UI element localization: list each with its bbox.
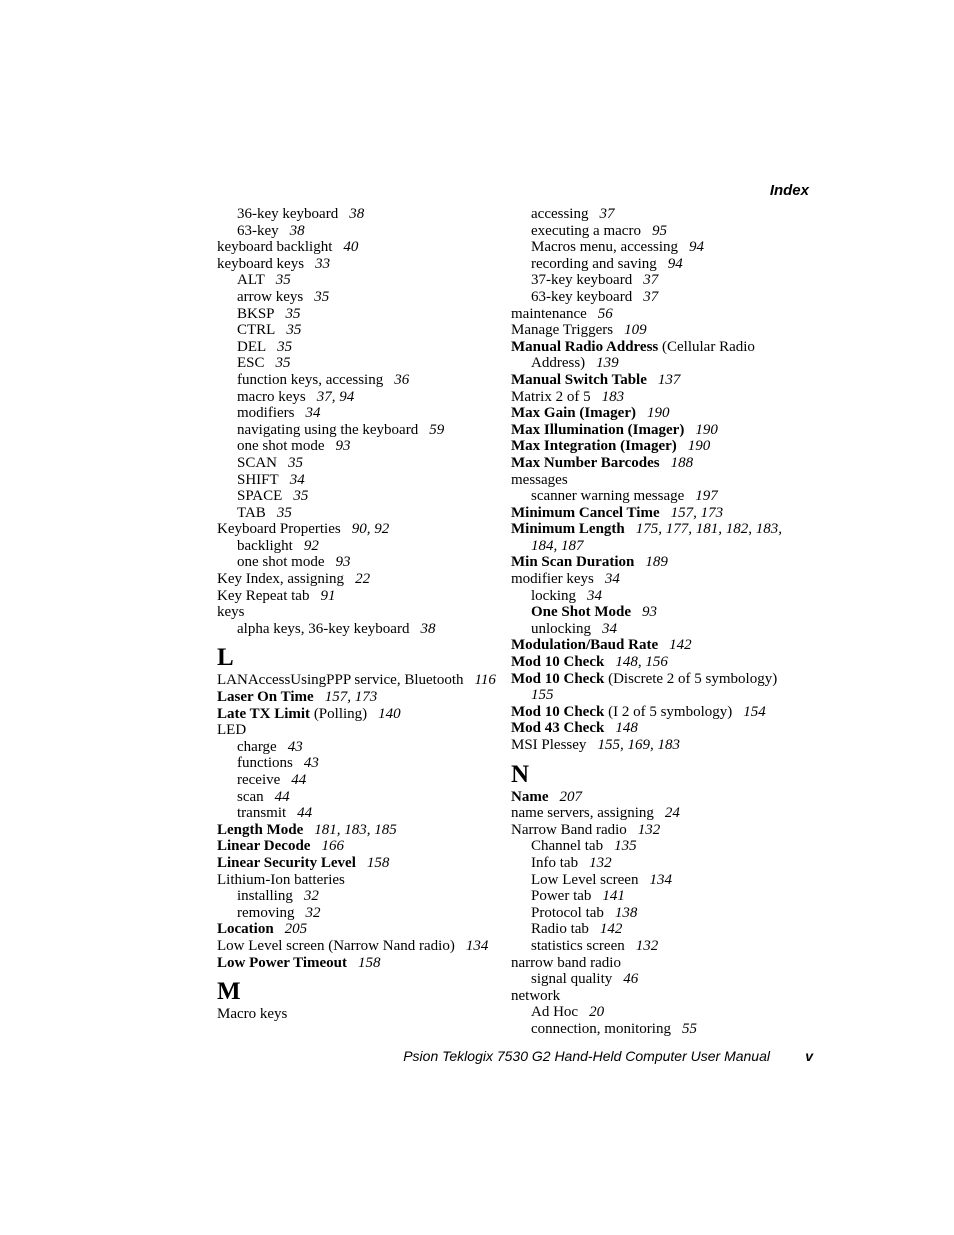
entry-term: Protocol tab — [531, 904, 604, 921]
entry-term: Modulation/Baud Rate — [511, 637, 659, 654]
page-reference: 24 — [664, 805, 680, 822]
index-subentry — [217, 805, 497, 822]
index-entry — [511, 554, 791, 571]
page-reference: 36 — [394, 371, 410, 388]
entry-term: Linear Security Level — [217, 854, 356, 871]
entry-term: one shot mode — [237, 438, 325, 455]
page-reference: 137 — [657, 371, 681, 388]
entry-term: Location — [217, 921, 274, 938]
page-reference: 142 — [599, 921, 623, 938]
page-reference: 190 — [646, 405, 670, 422]
entry-term: Low Level screen (Narrow Nand radio) — [217, 937, 455, 954]
page-reference: 37, 94 — [316, 388, 355, 405]
page-reference: 55 — [681, 1020, 697, 1037]
entry-term: Manual Radio Address — [511, 338, 659, 355]
index-entry — [217, 872, 497, 889]
entry-term: scanner warning message — [531, 488, 685, 505]
entry-term: Ad Hoc — [531, 1004, 579, 1021]
index-entry — [217, 838, 497, 855]
page-reference: 93 — [335, 554, 351, 571]
index-entry — [511, 505, 791, 522]
page-reference: 35 — [275, 355, 291, 372]
entry-term: Channel tab — [531, 838, 604, 855]
entry-term: Keyboard Properties — [217, 521, 341, 538]
entry-term: installing — [237, 888, 293, 905]
index-subentry — [511, 621, 791, 638]
entry-term: Mod 10 Check — [511, 654, 605, 671]
entry-term: receive — [237, 772, 281, 788]
entry-term: connection, monitoring — [531, 1020, 671, 1037]
index-subentry — [511, 971, 791, 988]
entry-term: Power tab — [531, 888, 592, 905]
entry-term: accessing — [531, 206, 589, 222]
index-entry — [511, 438, 791, 455]
entry-term: locking — [531, 587, 576, 604]
index-subentry — [511, 872, 791, 889]
entry-term: Macro keys — [217, 1006, 288, 1023]
page-reference: 90, 92 — [351, 521, 390, 538]
index-entry — [217, 521, 497, 538]
index-subentry — [217, 488, 497, 505]
entry-term: arrow keys — [237, 288, 304, 305]
page-reference: 32 — [305, 904, 321, 921]
index-entry — [511, 720, 791, 737]
page-reference: 135 — [614, 838, 637, 855]
entry-term: ESC — [237, 355, 265, 372]
entry-term: Mod 10 Check — [511, 670, 605, 687]
entry-term: modifiers — [237, 405, 295, 422]
entry-term: Manual Switch Table — [511, 371, 647, 388]
index-entry — [217, 604, 497, 621]
page-reference: 59 — [429, 421, 445, 438]
index-subentry — [217, 272, 497, 289]
index-subentry — [217, 905, 497, 922]
index-subentry — [217, 355, 497, 372]
index-entry — [511, 372, 791, 389]
index-entry — [217, 689, 497, 706]
entry-term: Late TX Limit — [217, 705, 311, 722]
entry-term: (Cellular Radio Address) — [531, 338, 755, 372]
entry-term: Key Repeat tab — [217, 587, 310, 604]
index-entry — [511, 339, 791, 372]
index-subentry — [217, 888, 497, 905]
index-subentry — [217, 405, 497, 422]
index-entry — [511, 405, 791, 422]
entry-term: executing a macro — [531, 222, 641, 239]
index-subentry — [511, 1021, 791, 1038]
page-reference: 175, 177, 181, 182, 183, 184, 187 — [531, 521, 783, 554]
entry-term: LED — [217, 722, 247, 739]
page-reference: 188 — [670, 454, 694, 471]
page-reference: 205 — [284, 921, 308, 938]
index-entry — [511, 654, 791, 671]
index-entry — [511, 455, 791, 472]
entry-term: network — [511, 987, 561, 1004]
index-subentry — [217, 322, 497, 339]
page-reference: 155, 169, 183 — [597, 737, 680, 753]
entry-term: Mod 10 Check — [511, 703, 605, 720]
page-reference: 183 — [601, 388, 625, 405]
page-reference: 190 — [687, 438, 711, 455]
index-subentry — [217, 472, 497, 489]
index-entry — [217, 855, 497, 872]
entry-term: SCAN — [237, 454, 278, 471]
page-reference: 35 — [276, 504, 292, 521]
entry-term: backlight — [237, 537, 293, 554]
index-subentry — [511, 223, 791, 240]
entry-term: Macros menu, accessing — [531, 239, 679, 256]
index-subentry — [217, 422, 497, 439]
entry-term: Lithium-Ion batteries — [217, 871, 345, 888]
entry-term: scan — [237, 788, 264, 805]
index-subentry — [217, 438, 497, 455]
page-reference: 158 — [366, 854, 390, 871]
entry-term: Max Integration (Imager) — [511, 438, 677, 455]
running-head-section: Index — [769, 182, 809, 199]
page-reference: 134 — [649, 871, 672, 888]
entry-term: transmit — [237, 805, 287, 822]
entry-term: macro keys — [237, 388, 306, 405]
page-reference: 40 — [343, 239, 359, 256]
index-subentry — [217, 389, 497, 406]
page-reference: 140 — [378, 705, 401, 722]
page-reference: 92 — [303, 537, 319, 554]
index-entry — [217, 588, 497, 605]
index-entry — [511, 805, 791, 822]
entry-term: Max Illumination (Imager) — [511, 421, 685, 438]
entry-term: Radio tab — [531, 921, 589, 938]
entry-term: Key Index, assigning — [217, 571, 345, 588]
page-reference: 46 — [623, 971, 639, 988]
entry-term: Max Gain (Imager) — [511, 405, 636, 422]
index-subentry — [217, 772, 497, 789]
entry-term: Linear Decode — [217, 838, 311, 855]
index-entry — [217, 571, 497, 588]
page-reference: 44 — [291, 772, 307, 788]
index-entry — [511, 789, 791, 806]
entry-term: Minimum Cancel Time — [511, 504, 660, 521]
index-subentry — [217, 538, 497, 555]
entry-term: functions — [237, 755, 293, 772]
page-reference: 37 — [643, 288, 659, 305]
entry-term: Mod 43 Check — [511, 720, 605, 737]
page-reference: 38 — [289, 222, 305, 239]
entry-term: keyboard keys — [217, 255, 305, 272]
page-reference: 22 — [355, 571, 371, 588]
entry-term: 63-key keyboard — [531, 288, 633, 305]
page-reference: 44 — [297, 805, 313, 822]
page-reference: 158 — [358, 954, 381, 971]
index-subentry — [217, 755, 497, 772]
entry-term: Low Power Timeout — [217, 954, 347, 971]
page-reference: 148 — [615, 720, 638, 737]
entry-term: statistics screen — [531, 937, 625, 954]
entry-term: function keys, accessing — [237, 371, 384, 388]
index-subentry — [511, 855, 791, 872]
index-entry — [511, 521, 791, 554]
index-subentry — [217, 455, 497, 472]
page-reference: 43 — [303, 755, 319, 772]
index-subentry — [217, 621, 497, 638]
page-reference: 34 — [587, 587, 602, 604]
entry-term: Manage Triggers — [511, 322, 614, 339]
index-subentry — [511, 588, 791, 605]
page-reference: 37 — [643, 272, 659, 289]
index-entry — [511, 389, 791, 406]
index-subentry — [511, 938, 791, 955]
page-reference: 35 — [277, 338, 293, 355]
entry-term: 63-key — [237, 222, 279, 239]
entry-term: modifier keys — [511, 571, 594, 588]
index-subentry — [217, 554, 497, 571]
entry-term: Laser On Time — [217, 689, 314, 706]
index-column-right — [511, 206, 791, 1038]
entry-term: TAB — [237, 504, 266, 521]
entry-term: Minimum Length — [511, 521, 625, 538]
page-reference: 34 — [602, 620, 617, 637]
footer-manual-title: Psion Teklogix 7530 G2 Hand-Held Computer User Manual — [403, 1048, 770, 1064]
page-reference: 34 — [604, 571, 620, 588]
index-entry — [511, 704, 791, 721]
index-subentry — [217, 206, 497, 223]
entry-term: Length Mode — [217, 821, 304, 838]
index-subentry — [511, 888, 791, 905]
index-entry — [217, 938, 497, 955]
page-reference: 166 — [321, 838, 344, 855]
index-entry — [217, 822, 497, 839]
index-entry — [511, 571, 791, 588]
page-reference: 35 — [285, 305, 301, 322]
entry-term: Matrix 2 of 5 — [511, 388, 591, 405]
entry-term: Min Scan Duration — [511, 554, 635, 571]
index-subentry — [511, 905, 791, 922]
entry-term: SPACE — [237, 488, 283, 505]
index-subentry — [217, 289, 497, 306]
page-reference: 132 — [589, 854, 612, 871]
page-reference: 93 — [642, 604, 658, 621]
page-reference: 35 — [286, 322, 302, 339]
entry-term: 37-key keyboard — [531, 272, 633, 289]
index-entry — [511, 472, 791, 489]
index-entry — [511, 737, 791, 754]
footer-page-number: v — [805, 1048, 813, 1064]
page-reference: 197 — [695, 488, 718, 505]
entry-term: keys — [217, 604, 245, 621]
page-reference: 95 — [651, 222, 667, 239]
index-letter-heading: N — [511, 760, 530, 788]
page-reference: 190 — [695, 421, 718, 438]
index-letter-heading: L — [217, 644, 234, 672]
index-entry — [217, 722, 497, 739]
entry-term: LANAccessUsingPPP service, Bluetooth — [217, 672, 464, 689]
entry-term: navigating using the keyboard — [237, 421, 419, 438]
index-subentry — [511, 604, 791, 621]
page-reference: 116 — [474, 672, 496, 689]
index-entry — [511, 322, 791, 339]
index-subentry — [511, 488, 791, 505]
page-reference: 181, 183, 185 — [314, 821, 397, 838]
index-entry — [217, 921, 497, 938]
entry-term: maintenance — [511, 305, 587, 322]
entry-term: unlocking — [531, 620, 591, 637]
index-entry — [511, 988, 791, 1005]
page-reference: 35 — [314, 288, 330, 305]
page-reference: 94 — [689, 239, 705, 256]
index-subentry — [511, 206, 791, 223]
index-entry — [511, 822, 791, 839]
index-entry — [217, 256, 497, 273]
index-entry — [217, 672, 497, 689]
index-subentry — [511, 239, 791, 256]
index-subentry — [217, 306, 497, 323]
entry-term: messages — [511, 471, 568, 488]
page-reference: 142 — [669, 637, 692, 654]
entry-term: Low Level screen — [531, 871, 639, 888]
page-reference: 35 — [275, 272, 291, 289]
index-entry — [511, 671, 791, 704]
index-letter-heading: M — [217, 978, 241, 1006]
entry-term: Narrow Band radio — [511, 821, 627, 838]
page-reference: 132 — [635, 937, 659, 954]
page-reference: 154 — [743, 703, 766, 720]
page-reference: 91 — [320, 587, 336, 604]
entry-term: ALT — [237, 272, 265, 289]
entry-term: narrow band radio — [511, 954, 621, 971]
entry-term: (I 2 of 5 symbology) — [604, 703, 733, 720]
page-reference: 189 — [645, 554, 668, 571]
index-entry — [511, 637, 791, 654]
index-entry — [511, 422, 791, 439]
entry-term: signal quality — [531, 971, 613, 988]
entry-term: One Shot Mode — [531, 604, 632, 621]
index-subentry — [511, 1004, 791, 1021]
index-subentry — [217, 372, 497, 389]
page-reference: 34 — [305, 405, 321, 422]
entry-term: CTRL — [237, 322, 276, 339]
index-subentry — [511, 921, 791, 938]
page-reference: 138 — [614, 904, 638, 921]
page-reference: 139 — [596, 355, 619, 372]
entry-term: one shot mode — [237, 554, 325, 571]
entry-term: DEL — [237, 338, 267, 355]
entry-term: Max Number Barcodes — [511, 454, 660, 471]
page-reference: 148, 156 — [615, 654, 668, 671]
index-subentry — [511, 272, 791, 289]
entry-term: removing — [237, 904, 295, 921]
entry-term: name servers, assigning — [511, 805, 654, 822]
entry-term: Info tab — [531, 854, 579, 871]
entry-term: BKSP — [237, 305, 275, 322]
page-reference: 134 — [465, 937, 489, 954]
index-subentry — [217, 505, 497, 522]
page-reference: 157, 173 — [670, 504, 724, 521]
index-entry — [217, 239, 497, 256]
index-entry — [217, 1006, 497, 1023]
entry-term: (Discrete 2 of 5 symbology) — [604, 670, 778, 687]
page-reference: 56 — [597, 305, 613, 322]
entry-term: (Polling) — [310, 705, 368, 722]
page-reference: 207 — [559, 788, 582, 805]
page-reference: 109 — [624, 322, 647, 339]
page-reference: 44 — [274, 788, 290, 805]
page-reference: 38 — [420, 620, 436, 637]
page-reference: 157, 173 — [324, 689, 378, 706]
page-reference: 35 — [288, 454, 304, 471]
page-reference: 32 — [303, 888, 319, 905]
index-subentry — [217, 739, 497, 756]
page-reference: 33 — [315, 255, 331, 272]
page-reference: 141 — [602, 888, 625, 905]
index-subentry — [217, 223, 497, 240]
page-reference: 43 — [287, 738, 303, 755]
page-reference: 94 — [667, 255, 683, 272]
index-column-left — [217, 206, 497, 1023]
index-subentry — [511, 838, 791, 855]
entry-term: SHIFT — [237, 471, 279, 488]
index-subentry — [511, 289, 791, 306]
page-reference: 34 — [289, 471, 305, 488]
index-subentry — [217, 789, 497, 806]
entry-term: keyboard backlight — [217, 239, 333, 256]
page-reference: 35 — [293, 488, 309, 505]
entry-term: recording and saving — [531, 255, 657, 272]
entry-term: 36-key keyboard — [237, 206, 339, 222]
index-entry — [511, 955, 791, 972]
index-subentry — [511, 256, 791, 273]
index-entry — [217, 706, 497, 723]
index-subentry — [217, 339, 497, 356]
page-reference: 20 — [589, 1004, 605, 1021]
entry-term: charge — [237, 738, 277, 755]
index-entry — [511, 306, 791, 323]
entry-term: alpha keys, 36-key keyboard — [237, 620, 410, 637]
page-reference: 132 — [637, 821, 661, 838]
index-entry — [217, 955, 497, 972]
page-reference: 37 — [599, 206, 615, 222]
entry-term: Name — [511, 788, 549, 805]
page-reference: 93 — [335, 438, 351, 455]
entry-term: MSI Plessey — [511, 737, 587, 753]
page-reference: 155 — [531, 687, 554, 704]
page-reference: 38 — [349, 206, 365, 222]
